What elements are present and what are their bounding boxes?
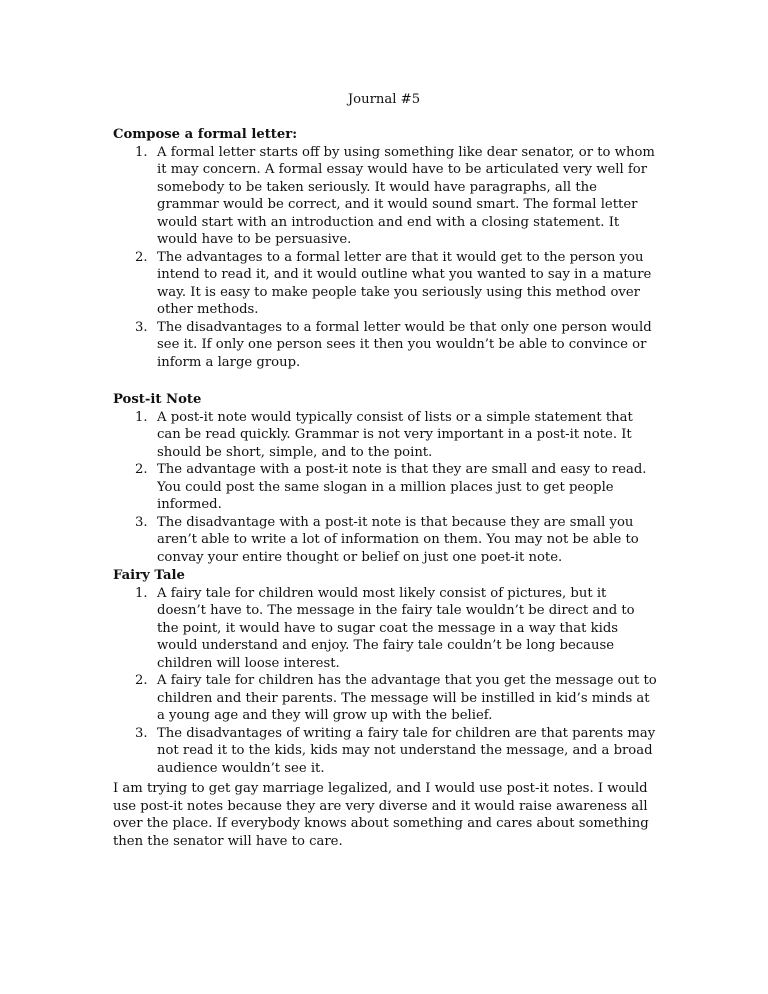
list-number: 2. — [135, 673, 148, 688]
list-item-text: The advantage with a post-it note is that they are small and easy to read. You could post the same slogan in a million places just to get people informed. — [157, 462, 647, 512]
list-number: 3. — [135, 514, 148, 530]
section-heading: Post-it Note — [113, 392, 202, 407]
list-item-text: The disadvantages of writing a fairy tale for children are that parents may not read it to the kids, kids may not understand the message, and a broad audience wouldn’t see it. — [157, 725, 656, 776]
list-number: 1. — [135, 144, 148, 160]
section-post-it-note — [113, 391, 658, 566]
section-heading: Compose a formal letter: — [113, 127, 298, 142]
list-item — [113, 461, 658, 514]
list-item — [113, 409, 658, 462]
list-item — [113, 585, 658, 673]
numbered-list — [113, 409, 658, 567]
list-number: 1. — [135, 409, 148, 425]
numbered-list — [113, 144, 658, 372]
list-number: 2. — [135, 462, 148, 477]
section-heading: Fairy Tale — [113, 568, 185, 583]
list-number: 3. — [135, 319, 148, 335]
list-item — [113, 319, 658, 372]
list-item-text: A post-it note would typically consist of lists or a simple statement that can be read quickly. Grammar is not very important in a post-it note. It should be short, simple, and to the point. — [157, 409, 633, 460]
list-number: 1. — [135, 585, 148, 601]
list-item-text: A formal letter starts off by using something like dear senator, or to whom it may concern. A formal essay would have to be articulated very well for somebody to be taken seriously. It would have paragraphs, all the grammar would be correct, and it would sound smart. The formal letter would start with an introduction and end with a closing statement. It would have to be persuasive. — [157, 144, 655, 247]
list-item — [113, 514, 658, 567]
list-item — [113, 672, 658, 725]
list-number: 2. — [135, 249, 148, 265]
list-item-text: The disadvantages to a formal letter would be that only one person would see it. If only one person sees it then you wouldn’t be able to convince or inform a large group. — [157, 319, 652, 370]
list-item-text: The disadvantage with a post-it note is that because they are small you aren’t able to write a lot of information on them. You may not be able to convay your entire thought or belief on just one poet-it note. — [157, 514, 639, 565]
list-item-text: The advantages to a formal letter are that it would get to the person you intend to read it, and it would outline what you wanted to say in a mature way. It is easy to make people take you seriously using this method over other methods. — [157, 249, 652, 317]
list-item — [113, 725, 658, 778]
list-item — [113, 144, 658, 249]
numbered-list — [113, 585, 658, 778]
list-item-text: A fairy tale for children would most likely consist of pictures, but it doesn’t have to. The message in the fairy tale wouldn’t be direct and to the point, it would have to sugar coat the message in a way that kids would understand and enjoy. The fairy tale couldn’t be long because children will loose interest. — [157, 585, 635, 671]
page-title: Journal #5 — [347, 92, 421, 107]
list-number: 3. — [135, 725, 148, 741]
section-formal-letter — [113, 126, 658, 371]
list-item-text: A fairy tale for children has the advantage that you get the message out to children and their parents. The message will be instilled in kid’s minds at a young age and they will grow up with the belief. — [157, 673, 657, 723]
section-fairy-tale — [113, 567, 658, 777]
closing-paragraph: I am trying to get gay marriage legalized, and I would use post-it notes. I would use post-it notes because they are very diverse and it would raise awareness all over the place. If everybody knows about something and cares about something then the senator will have to care. — [113, 781, 649, 849]
list-item — [113, 249, 658, 319]
